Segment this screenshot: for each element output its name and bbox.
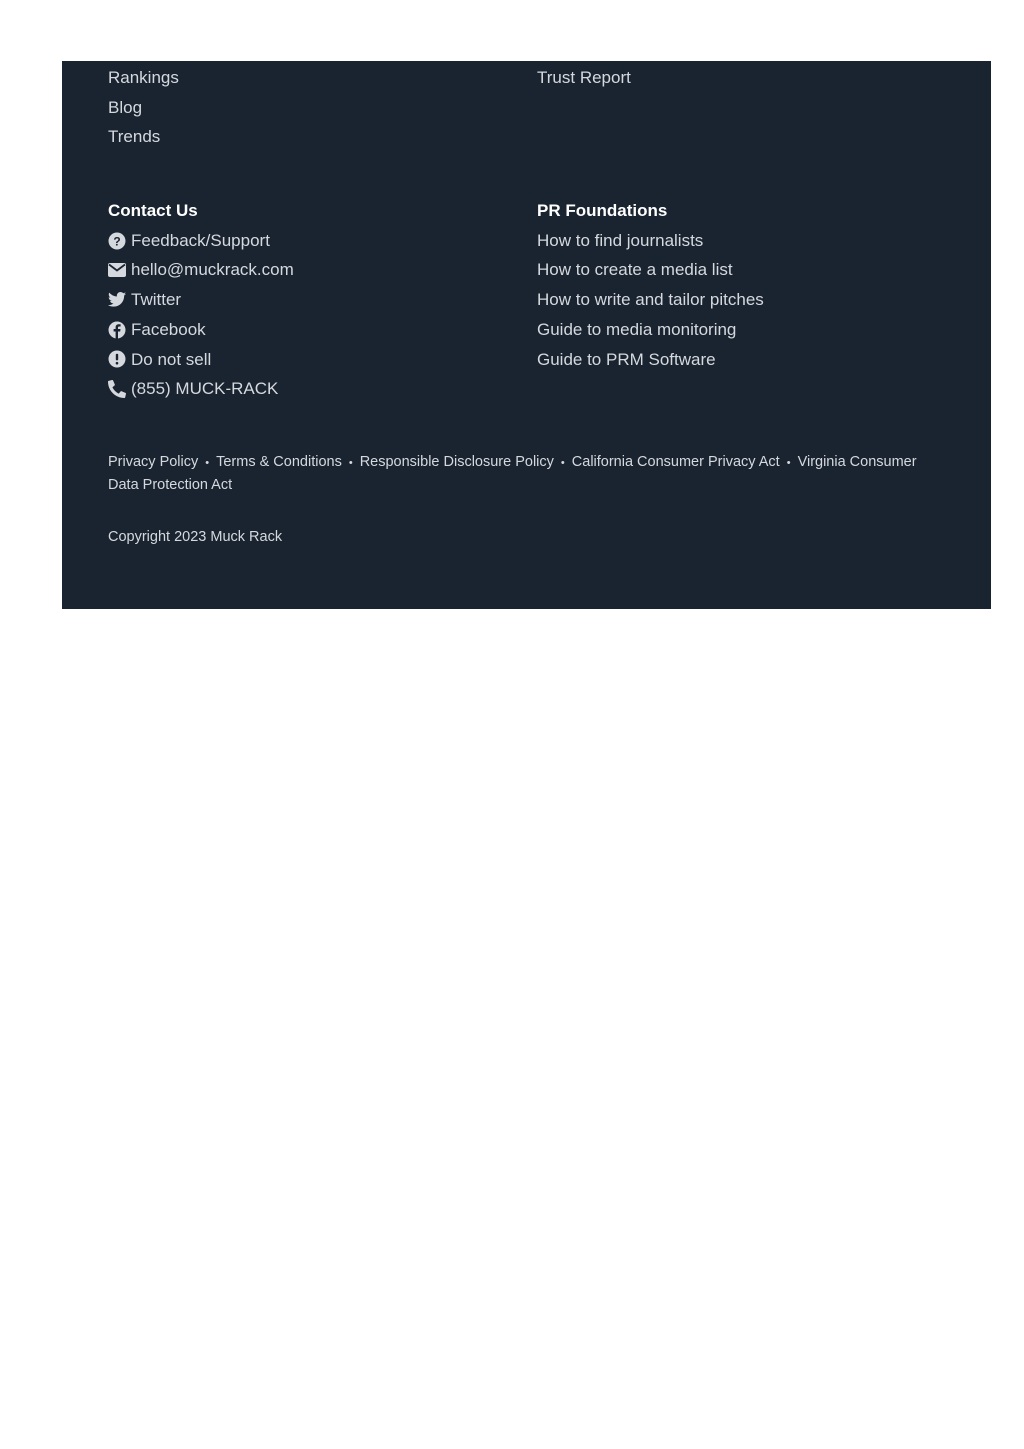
facebook-label: Facebook — [131, 319, 206, 339]
separator-dot: • — [205, 457, 210, 469]
vcdpa-link[interactable]: Virginia Consumer Data Protection Act — [108, 454, 917, 493]
do-not-sell-link[interactable] — [108, 345, 294, 375]
facebook-link[interactable] — [108, 315, 294, 345]
write-pitches-link[interactable]: How to write and tailor pitches — [537, 290, 764, 310]
trust-report-link[interactable]: Trust Report — [537, 68, 631, 87]
phone-link[interactable] — [108, 374, 294, 404]
contact-section — [108, 196, 294, 404]
svg-text:?: ? — [113, 234, 121, 249]
find-journalists-link[interactable]: How to find journalists — [537, 230, 704, 250]
email-label: hello@muckrack.com — [131, 260, 294, 280]
exclamation-circle-icon — [108, 350, 126, 368]
separator-dot: • — [786, 457, 791, 469]
email-link[interactable] — [108, 255, 294, 285]
phone-icon — [108, 380, 126, 398]
pr-foundations-section — [537, 196, 764, 374]
ccpa-link[interactable]: California Consumer Privacy Act — [571, 454, 780, 470]
create-media-list-link[interactable]: How to create a media list — [537, 260, 733, 280]
trends-link[interactable]: Trends — [108, 127, 161, 147]
resources-left-column — [108, 63, 179, 152]
prm-software-guide-link[interactable]: Guide to PRM Software — [537, 349, 716, 369]
twitter-icon — [108, 291, 126, 309]
facebook-icon — [108, 321, 126, 339]
do-not-sell-label: Do not sell — [131, 349, 212, 369]
terms-conditions-link[interactable]: Terms & Conditions — [216, 454, 342, 470]
contact-heading: Contact Us — [108, 201, 198, 220]
responsible-disclosure-link[interactable]: Responsible Disclosure Policy — [359, 454, 554, 470]
separator-dot: • — [560, 457, 565, 469]
legal-links — [108, 451, 938, 496]
blog-link[interactable]: Blog — [108, 97, 143, 117]
privacy-policy-link[interactable]: Privacy Policy — [108, 454, 199, 470]
copyright-text: Copyright 2023 Muck Rack — [108, 529, 283, 545]
pr-foundations-heading: PR Foundations — [537, 201, 668, 220]
site-footer — [62, 61, 991, 609]
rankings-link[interactable]: Rankings — [108, 68, 179, 87]
twitter-label: Twitter — [131, 290, 182, 310]
question-circle-icon — [108, 232, 126, 250]
separator-dot: • — [348, 457, 353, 469]
twitter-link[interactable] — [108, 285, 294, 315]
feedback-support-label: Feedback/Support — [131, 230, 270, 250]
media-monitoring-guide-link[interactable]: Guide to media monitoring — [537, 319, 737, 339]
envelope-icon — [108, 261, 126, 279]
resources-right-column — [537, 63, 631, 93]
phone-label: (855) MUCK-RACK — [131, 379, 279, 399]
feedback-support-link[interactable] — [108, 226, 294, 256]
